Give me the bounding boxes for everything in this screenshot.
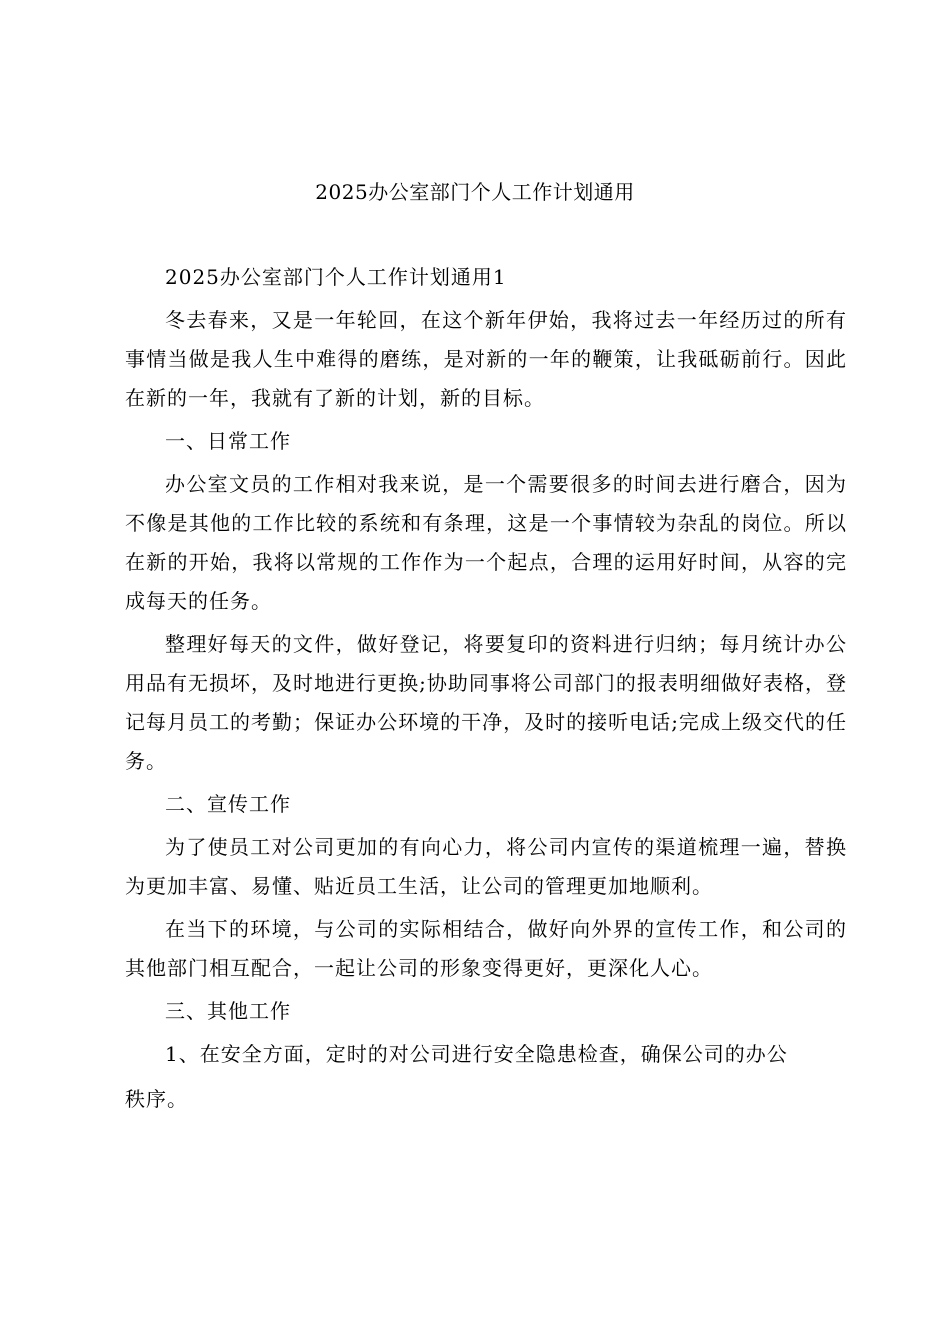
paragraph-intro: 冬去春来，又是一年轮回，在这个新年伊始，我将过去一年经历过的所有事情当做是我人生中难得的磨练，是对新的一年的鞭策，让我砥砺前行。因此在新的一年，我就有了新的计划，新的目标。 (125, 308, 847, 410)
paragraph-other-1-tail: 秩序。 (125, 1087, 188, 1111)
paragraph-publicity-2: 在当下的环境，与公司的实际相结合，做好向外界的宣传工作，和公司的其他部门相互配合，一起让公司的形象变得更好，更深化人心。 (125, 917, 847, 980)
document-body (125, 258, 847, 1119)
paragraph-daily-work-2: 整理好每天的文件，做好登记，将要复印的资料进行归纳；每月统计办公用品有无损坏，及时地进行更换;协助同事将公司部门的报表明细做好表格，登记每月员工的考勤；保证办公环境的干净，及时的接听电话;完成上级交代的任务。 (125, 632, 847, 773)
heading-publicity-work: 二、宣传工作 (165, 792, 291, 816)
section-subtitle: 2025办公室部门个人工作计划通用1 (165, 265, 507, 289)
paragraph-publicity-1: 为了使员工对公司更加的有向心力，将公司内宣传的渠道梳理一遍，替换为更加丰富、易懂、贴近员工生活，让公司的管理更加地顺利。 (125, 835, 847, 898)
document-title: 2025办公室部门个人工作计划通用 (315, 180, 635, 204)
paragraph-daily-work-1: 办公室文员的工作相对我来说，是一个需要很多的时间去进行磨合，因为不像是其他的工作比较的系统和有条理，这是一个事情较为杂乱的岗位。所以在新的开始，我将以常规的工作作为一个起点，合理的运用好时间，从容的完成每天的任务。 (125, 472, 847, 613)
heading-daily-work: 一、日常工作 (165, 429, 291, 453)
paragraph-other-1: 1、在安全方面，定时的对公司进行安全隐患检查，确保公司的办公 (165, 1042, 788, 1066)
heading-other-work: 三、其他工作 (165, 999, 291, 1023)
